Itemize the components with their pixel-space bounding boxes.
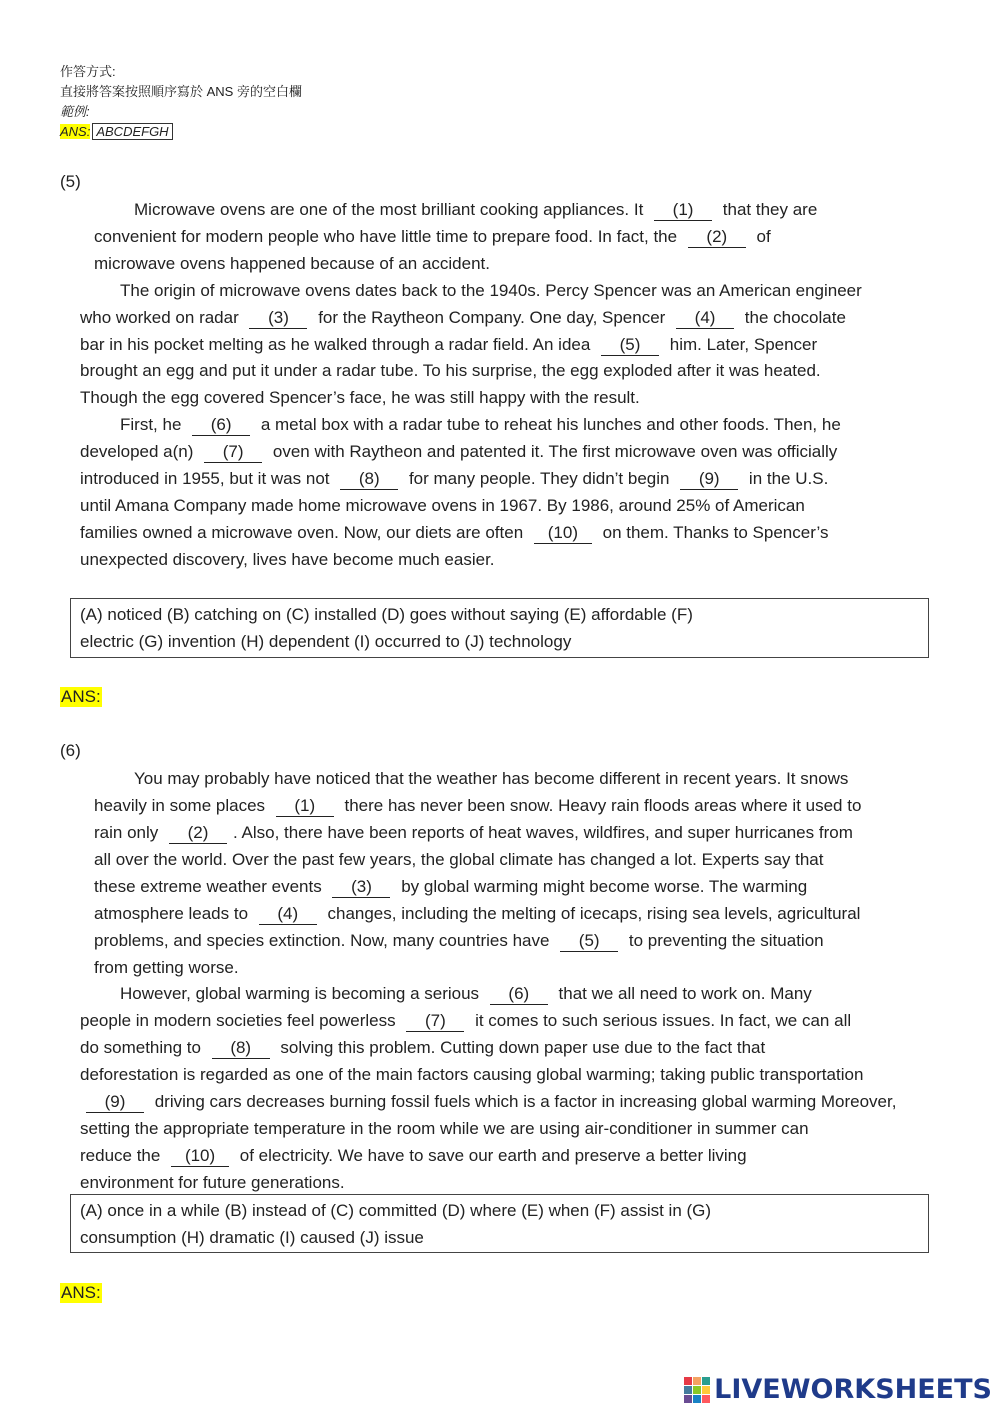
example-answer-box: ABCDEFGH [92, 123, 172, 140]
q6-line [80, 1115, 809, 1142]
question-5-options-line2: electric (G) invention (H) dependent (I) occurred to (J) technology [80, 632, 572, 651]
answer-blank: (2) [688, 227, 746, 248]
passage-text: environment for future generations. [80, 1173, 345, 1192]
passage-text: families owned a microwave oven. Now, our diets are often [80, 523, 528, 542]
answer-blank: (6) [192, 415, 250, 436]
answer-blank: (1) [276, 796, 334, 817]
passage-text: the chocolate [740, 308, 846, 327]
passage-text: of electricity. We have to save our earth and preserve a better living [235, 1146, 747, 1165]
instructions-line2: 直接將答案按照順序寫於 ANS 旁的空白欄 [60, 84, 302, 99]
passage-text: there has never been snow. Heavy rain floods areas where it used to [339, 796, 862, 815]
answer-blank: (7) [406, 1011, 464, 1032]
q6-line [94, 873, 807, 900]
q6-line [94, 846, 824, 873]
answer-blank: (7) [204, 442, 262, 463]
q6-line [94, 900, 860, 927]
q6-line [80, 1034, 765, 1061]
answer-blank: (5) [560, 931, 618, 952]
passage-text: do something to [80, 1038, 206, 1057]
question-5-options-line1: (A) noticed (B) catching on (C) installed (D) goes without saying (E) affordable (F) [80, 605, 693, 624]
q6-line [94, 819, 853, 846]
q5-line [120, 277, 862, 304]
q5-line [80, 546, 495, 573]
answer-blank: (4) [259, 904, 317, 925]
question-6-options-line1: (A) once in a while (B) instead of (C) committed (D) where (E) when (F) assist in (G) [80, 1201, 712, 1220]
passage-text: brought an egg and put it under a radar tube. To his surprise, the egg exploded after it was heated. [80, 361, 821, 380]
passage-text: atmosphere leads to [94, 904, 253, 923]
passage-text: First, he [120, 415, 187, 434]
q6-line [80, 1061, 863, 1088]
answer-blank: (5) [601, 335, 659, 356]
question-6-ans-label: ANS: [61, 1283, 101, 1302]
liveworksheets-logo [684, 1374, 992, 1405]
question-6-options-box [70, 1194, 929, 1253]
question-5-options-box [70, 598, 929, 658]
passage-text: unexpected discovery, lives have become much easier. [80, 550, 495, 569]
logo-text: LIVEWORKSHEETS [714, 1374, 992, 1405]
passage-text: until Amana Company made home microwave ovens in 1967. By 1986, around 25% of American [80, 496, 805, 515]
passage-text: convenient for modern people who have little time to prepare food. In fact, the [94, 227, 682, 246]
logo-square [684, 1377, 692, 1385]
q6-line [80, 1088, 896, 1115]
passage-text: reduce the [80, 1146, 166, 1165]
logo-square [684, 1395, 692, 1403]
logo-square [702, 1377, 710, 1385]
logo-square [702, 1395, 710, 1403]
passage-text: for the Raytheon Company. One day, Spencer [313, 308, 671, 327]
answer-blank: (2) [169, 823, 227, 844]
instructions-example-heading: 範例: [60, 104, 90, 119]
q5-line [80, 438, 837, 465]
question-5-ans-label: ANS: [61, 687, 101, 706]
answer-blank: (10) [171, 1146, 229, 1167]
passage-text: that we all need to work on. Many [553, 984, 812, 1003]
q6-line [134, 765, 848, 792]
question-5-number: (5) [60, 172, 81, 191]
passage-text: it comes to such serious issues. In fact, we can all [470, 1011, 852, 1030]
passage-text: . Also, there have been reports of heat waves, wildfires, and super hurricanes from [232, 823, 853, 842]
answer-blank: (6) [490, 984, 548, 1005]
instructions-example [60, 122, 302, 142]
passage-text: in the U.S. [744, 469, 829, 488]
passage-text: driving cars decreases burning fossil fuels which is a factor in increasing global warming Moreover, [150, 1092, 897, 1111]
logo-mark-icon [684, 1377, 710, 1403]
answer-blank: (10) [534, 523, 592, 544]
passage-text: all over the world. Over the past few years, the global climate has changed a lot. Experts say that [94, 850, 824, 869]
passage-text: Microwave ovens are one of the most brilliant cooking appliances. It [134, 200, 649, 219]
passage-text: heavily in some places [94, 796, 270, 815]
q5-line [120, 411, 841, 438]
answer-blank: (3) [332, 877, 390, 898]
passage-text: problems, and species extinction. Now, many countries have [94, 931, 555, 950]
passage-text: people in modern societies feel powerless [80, 1011, 401, 1030]
logo-square [693, 1377, 701, 1385]
passage-text: setting the appropriate temperature in the room while we are using air-conditioner in summer can [80, 1119, 809, 1138]
passage-text: rain only [94, 823, 163, 842]
passage-text: these extreme weather events [94, 877, 327, 896]
passage-text: introduced in 1955, but it was not [80, 469, 335, 488]
answer-blank: (1) [654, 200, 712, 221]
q5-line [80, 331, 817, 358]
passage-text: The origin of microwave ovens dates back to the 1940s. Percy Spencer was an American engineer [120, 281, 862, 300]
answer-blank: (9) [86, 1092, 144, 1113]
example-ans-label: ANS: [60, 124, 91, 139]
passage-text: to preventing the situation [624, 931, 824, 950]
q6-line [94, 954, 239, 981]
q5-line [80, 357, 821, 384]
question-6-number: (6) [60, 741, 81, 760]
q5-line [134, 196, 817, 223]
answer-blank: (4) [676, 308, 734, 329]
passage-text: Though the egg covered Spencer’s face, he was still happy with the result. [80, 388, 640, 407]
passage-text: deforestation is regarded as one of the main factors causing global warming; taking public transportation [80, 1065, 864, 1084]
passage-text: for many people. They didn’t begin [404, 469, 675, 488]
passage-text: from getting worse. [94, 958, 239, 977]
logo-square [684, 1386, 692, 1394]
logo-square [702, 1386, 710, 1394]
q6-line [94, 927, 824, 954]
q6-line [80, 1169, 345, 1196]
passage-text: on them. Thanks to Spencer’s [597, 523, 829, 542]
q6-line [120, 980, 812, 1007]
q6-line [80, 1142, 747, 1169]
passage-text: solving this problem. Cutting down paper use due to the fact that [275, 1038, 766, 1057]
instructions-line1: 作答方式: [60, 64, 116, 79]
passage-text: oven with Raytheon and patented it. The first microwave oven was officially [268, 442, 838, 461]
passage-text: bar in his pocket melting as he walked through a radar field. An idea [80, 335, 596, 354]
passage-text: him. Later, Spencer [665, 335, 818, 354]
answer-blank: (8) [340, 469, 398, 490]
q5-line [80, 519, 828, 546]
question-6-options-line2: consumption (H) dramatic (I) caused (J) issue [80, 1228, 424, 1247]
passage-text: You may probably have noticed that the weather has become different in recent years. It snows [134, 769, 849, 788]
instructions [60, 62, 302, 142]
answer-blank: (8) [212, 1038, 270, 1059]
q6-line [80, 1007, 851, 1034]
passage-text: who worked on radar [80, 308, 244, 327]
logo-square [693, 1395, 701, 1403]
q5-line [80, 384, 640, 411]
passage-text: a metal box with a radar tube to reheat his lunches and other foods. Then, he [256, 415, 841, 434]
logo-square [693, 1386, 701, 1394]
answer-blank: (3) [249, 308, 307, 329]
passage-text: by global warming might become worse. The warming [396, 877, 808, 896]
passage-text: that they are [718, 200, 818, 219]
passage-text: However, global warming is becoming a serious [120, 984, 484, 1003]
q5-line [94, 223, 771, 250]
q5-line [80, 304, 846, 331]
passage-text: microwave ovens happened because of an accident. [94, 254, 490, 273]
q6-line [94, 792, 861, 819]
q5-line [94, 250, 490, 277]
q5-line [80, 465, 828, 492]
passage-text: of [751, 227, 771, 246]
q5-line [80, 492, 805, 519]
passage-text: changes, including the melting of icecaps, rising sea levels, agricultural [322, 904, 861, 923]
passage-text: developed a(n) [80, 442, 199, 461]
answer-blank: (9) [680, 469, 738, 490]
